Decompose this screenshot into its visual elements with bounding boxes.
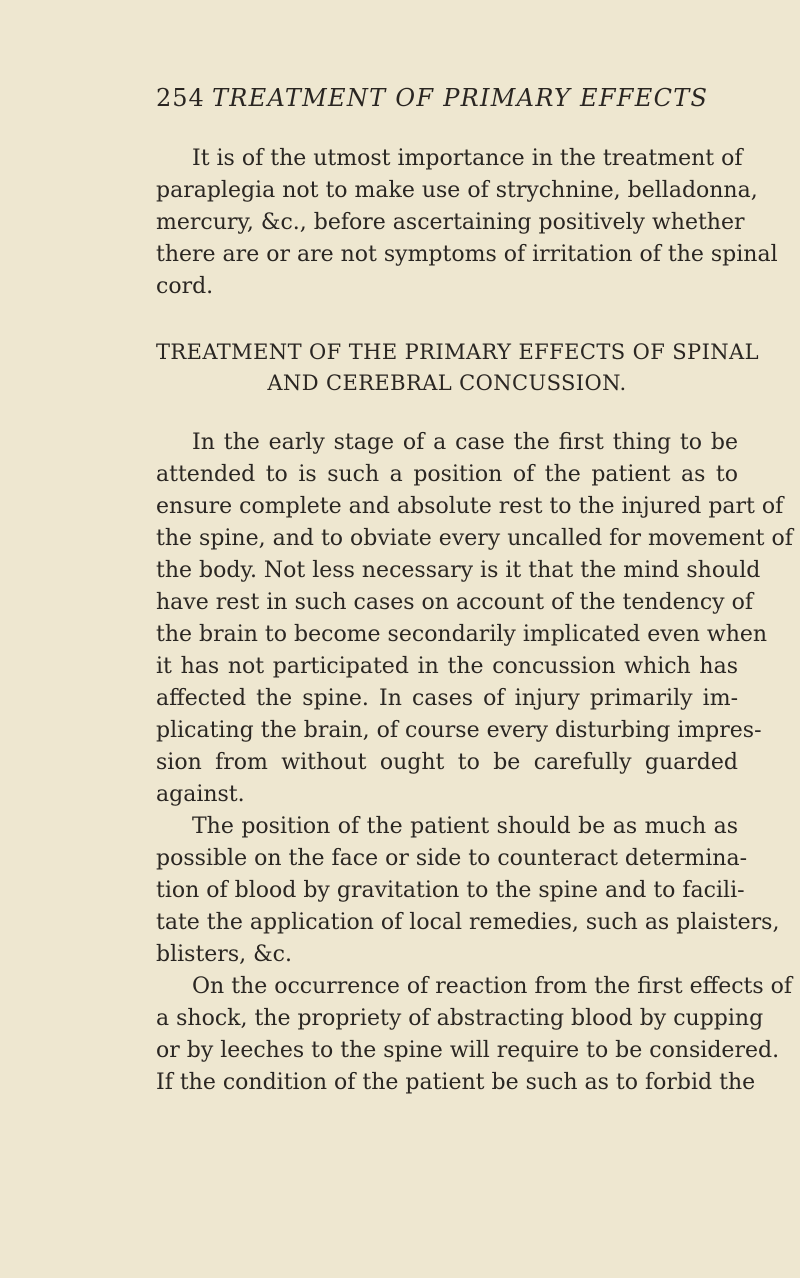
text-line: If the condition of the patient be such as to forbid the [156,1070,756,1095]
text-line: sion from without ought to be carefully guarded [156,750,738,775]
paragraph-early-stage [156,427,793,811]
text-line: tate the application of local remedies, such as plaisters, [156,910,780,935]
text-line: affected the spine. In cases of injury primarily im- [156,686,738,711]
spacer [156,399,738,427]
text-line: against. [156,782,245,807]
text-line: ensure complete and absolute rest to the injured part of [156,494,784,519]
text-line: attended to is such a position of the patient as to [156,462,738,487]
spacer [156,303,738,337]
text-line: have rest in such cases on account of the tendency of [156,590,753,615]
text-line: It is of the utmost importance in the treatment of [192,146,743,171]
section-heading [156,337,759,399]
text-line: it has not participated in the concussion which has [156,654,738,679]
paragraph-position-of-patient [156,811,780,971]
text-line: the brain to become secondarily implicated even when [156,622,768,647]
running-head-title: TREATMENT OF PRIMARY EFFECTS [212,84,709,112]
text-line: the body. Not less necessary is it that the mind should [156,558,761,583]
text-line: possible on the face or side to counteract determina- [156,846,748,871]
text-line: mercury, &c., before ascertaining positively whether [156,210,745,235]
running-head [156,84,709,112]
text-line: the spine, and to obviate every uncalled for movement of [156,526,793,551]
text-line: a shock, the propriety of abstracting blood by cupping [156,1006,764,1031]
text-line: paraplegia not to make use of strychnine, belladonna, [156,178,758,203]
text-line: tion of blood by gravitation to the spine and to facili- [156,878,745,903]
text-line: blisters, &c. [156,942,292,967]
text-line: The position of the patient should be as much as [192,814,738,839]
section-heading-line: AND CEREBRAL CONCUSSION. [267,371,627,395]
paragraph-reaction [156,971,793,1099]
page-number: 254 [156,84,205,112]
paragraph-strychnine-warning [156,143,778,303]
text-line: On the occurrence of reaction from the first effects of [192,974,793,999]
section-heading-line: TREATMENT OF THE PRIMARY EFFECTS OF SPINAL [156,340,759,364]
text-line: In the early stage of a case the first thing to be [192,430,738,455]
body-text [156,143,793,1099]
text-line: plicating the brain, of course every disturbing impres- [156,718,762,743]
text-line: or by leeches to the spine will require to be considered. [156,1038,780,1063]
text-line: there are or are not symptoms of irritation of the spinal [156,242,778,267]
text-line: cord. [156,274,214,299]
